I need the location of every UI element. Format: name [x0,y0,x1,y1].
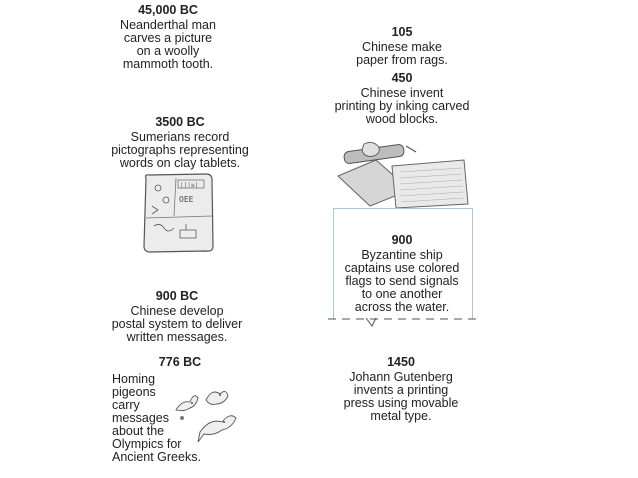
event-year: 450 [391,71,413,85]
svg-text:OEE: OEE [179,195,194,204]
event-1450 [336,356,466,423]
event-900bc [98,290,256,344]
event-year: 45,000 BC [138,3,198,17]
event-45000bc [118,4,218,71]
event-900 [333,234,471,314]
event-text: Chinese make paper from rags. [356,40,448,67]
clay-tablet-illustration [140,172,216,254]
event-year: 3500 BC [155,115,205,129]
event-year: 900 [391,233,413,247]
event-776bc-year [150,356,210,371]
event-text: Neanderthal man carves a picture on a woolly mammoth tooth. [120,18,216,71]
event-text: Byzantine ship captains use colored flags to send signals to one another across the water. [344,248,460,314]
event-year: 776 BC [158,355,202,369]
event-year: 105 [391,25,413,39]
event-3500bc [100,116,260,170]
svg-text:|||≡|: |||≡| [180,182,199,189]
event-text: Chinese invent printing by inking carved wood blocks. [334,86,470,126]
event-year: 900 BC [155,289,199,303]
event-text: Sumerians record pictographs representing words on clay tablets. [111,130,249,170]
wood-block-printing-illustration [336,140,472,210]
water-dashed-line [326,312,482,328]
event-450 [320,72,484,126]
event-text: Johann Gutenberg invents a printing press using movable metal type. [343,370,459,423]
event-105 [340,26,464,67]
event-text: Homing pigeons carry messages about the Olympics for Ancient Greeks. [112,372,201,464]
pigeons-illustration [170,388,248,458]
event-text: Chinese develop postal system to deliver written messages. [111,304,243,344]
event-year: 1450 [387,355,415,369]
